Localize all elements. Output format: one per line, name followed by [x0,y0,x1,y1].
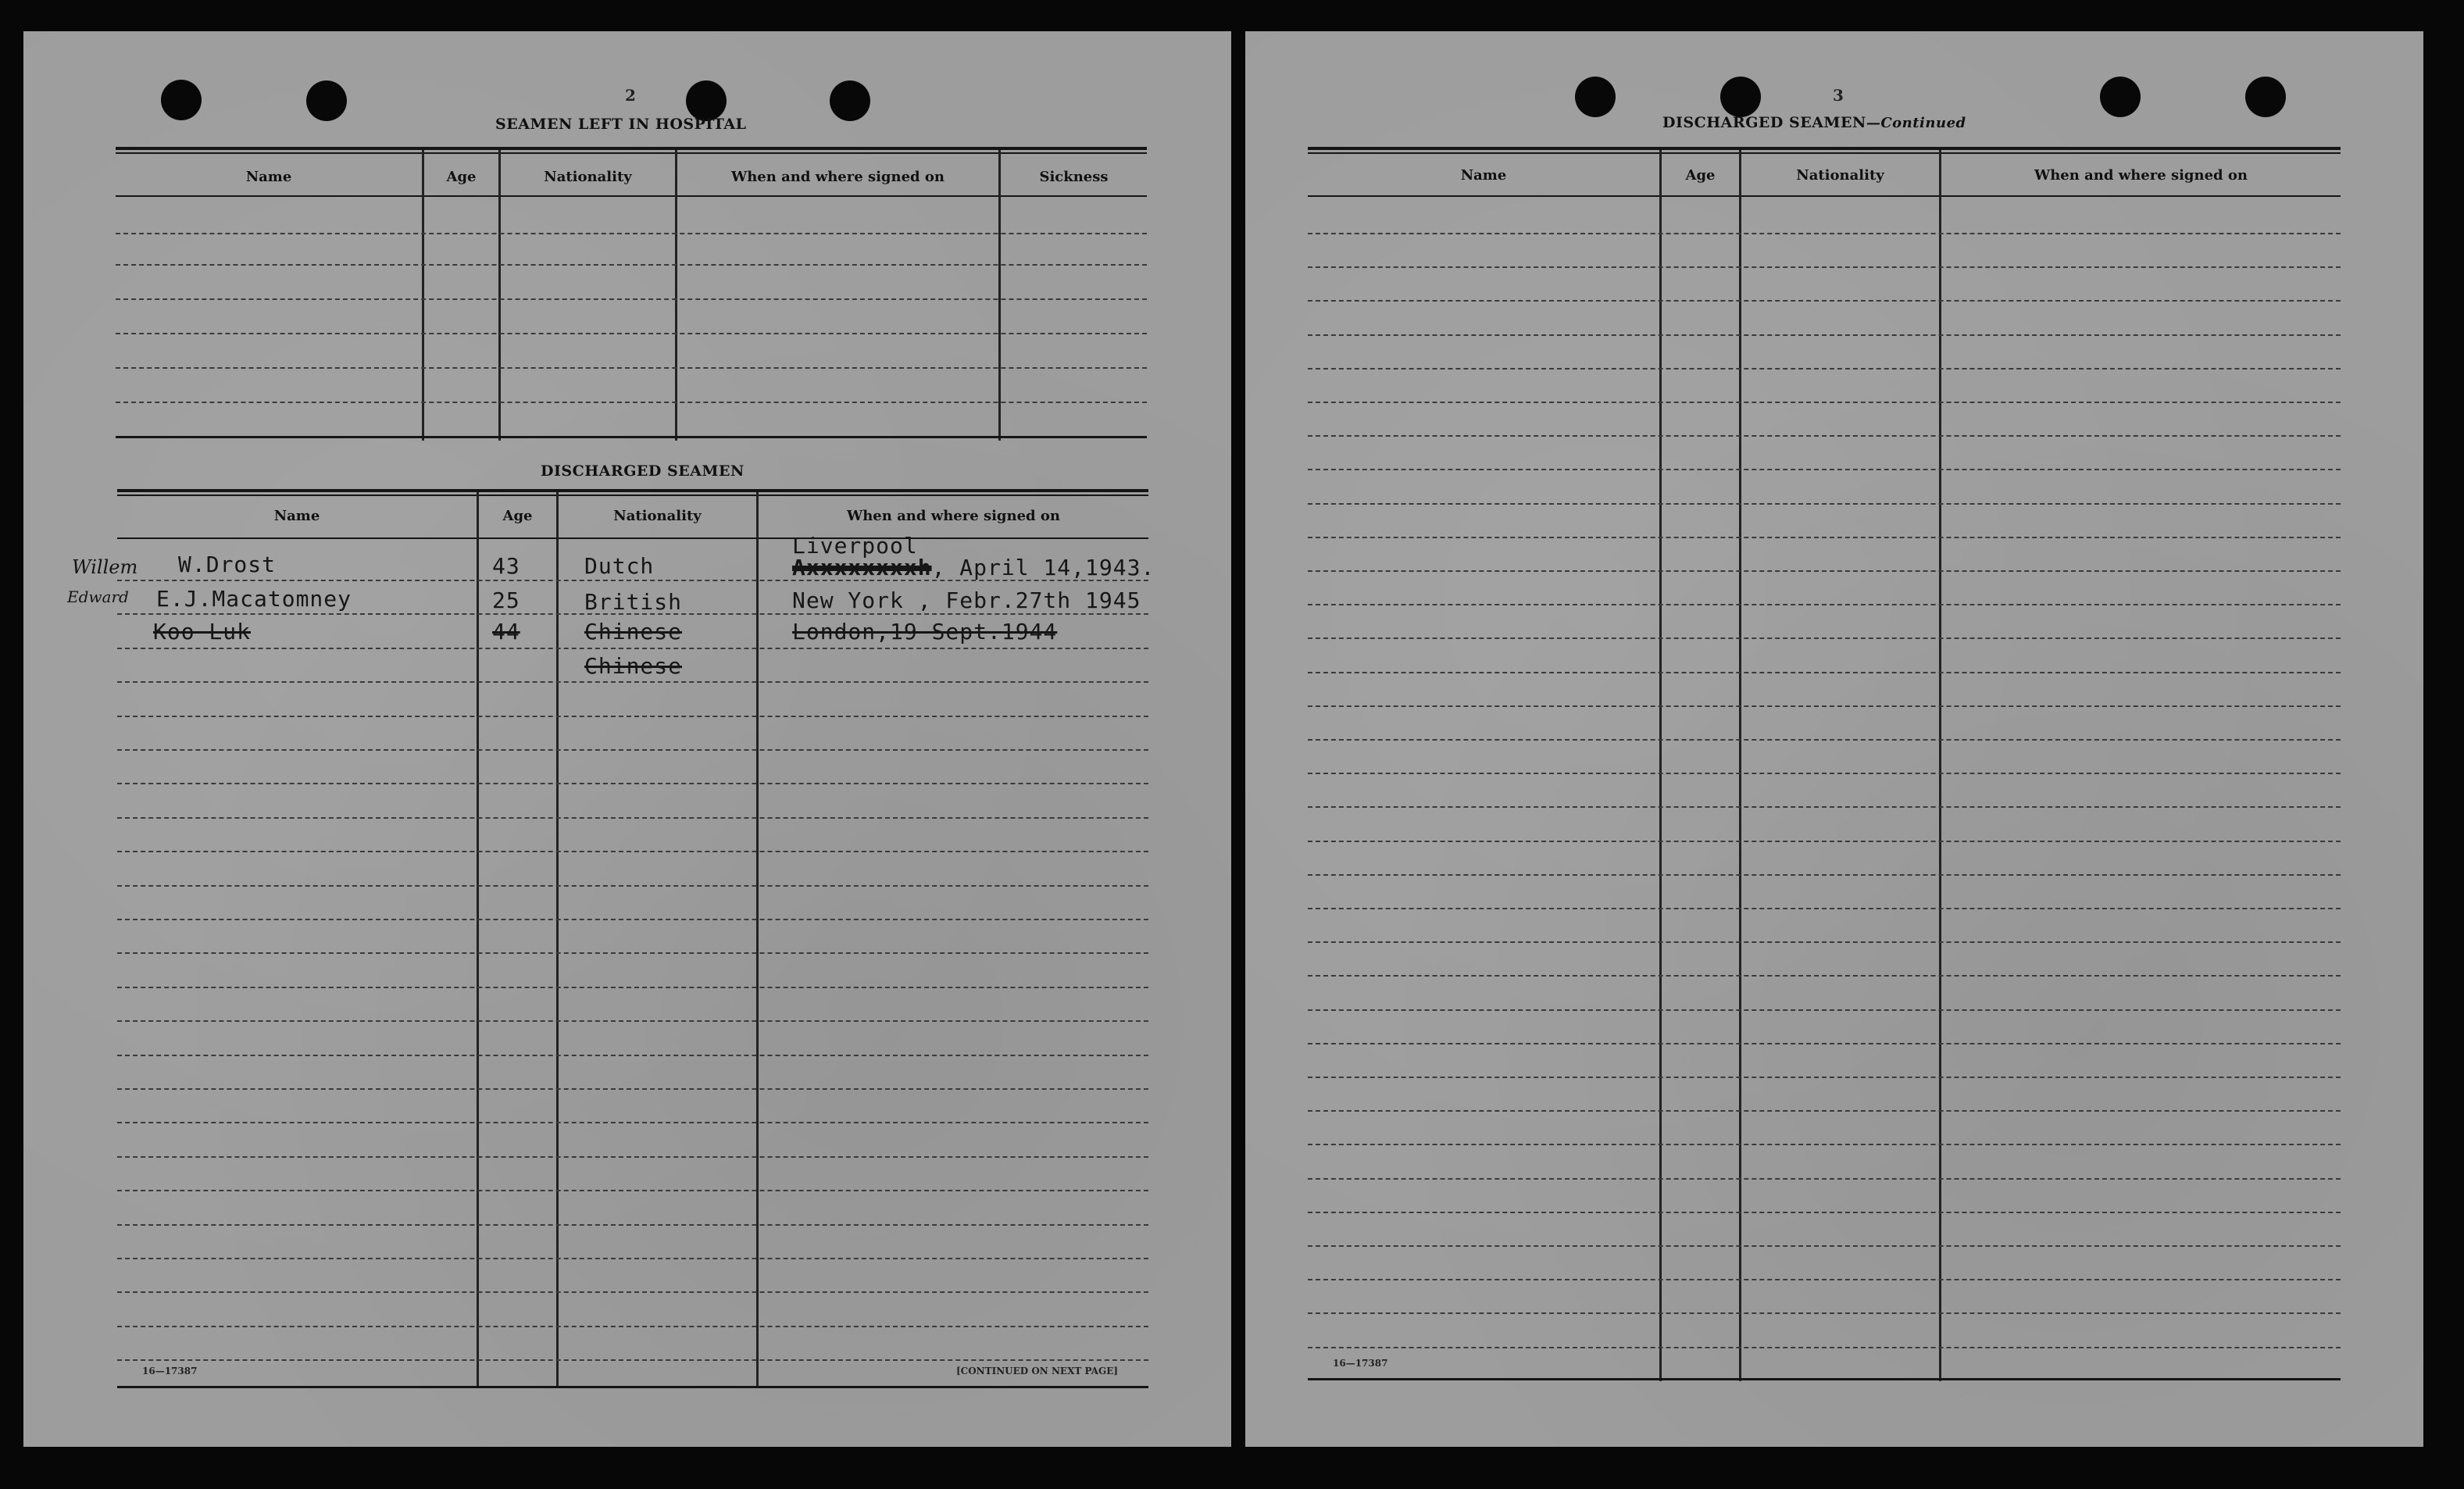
continued-col-age: Age [1685,167,1716,184]
seaman-nationality: Chinese [584,653,683,679]
continued-col-name: Name [1460,167,1507,184]
discharged-col-age: Age [502,508,533,524]
entry-line [1308,941,2341,943]
continued-note: [CONTINUED ON NEXT PAGE] [956,1366,1119,1377]
entry-line [1308,806,2341,808]
entry-line [117,851,1148,852]
seaman-age: 25 [492,587,520,613]
table-top-rule [117,489,1148,492]
entry-line [117,1326,1148,1327]
signed-on-date-text: , April 14,1943. [931,555,1155,580]
entry-line [117,1020,1148,1022]
punch-hole [830,80,870,121]
entry-line [117,1088,1148,1090]
discharged-continued-title [1662,114,1966,131]
header-rule [117,537,1148,539]
hospital-col-signed-on: When and where signed on [731,169,945,185]
entry-line [116,233,1147,234]
column-divider [556,492,559,1387]
column-divider [675,150,677,441]
handwritten-first-name: Edward [67,587,129,606]
punch-hole [2100,77,2141,117]
entry-line [1308,1245,2341,1247]
entry-line [1308,300,2341,302]
entry-line [1308,604,2341,605]
table-bottom-rule [1308,1378,2341,1380]
entry-line [1308,402,2341,403]
discharged-section-title: DISCHARGED SEAMEN [541,462,745,480]
seaman-name: W.Drost [178,552,277,577]
page-number: 2 [625,86,636,105]
entry-line [1308,503,2341,505]
entry-line [1308,773,2341,774]
hospital-col-nationality: Nationality [544,169,632,185]
entry-line [117,1055,1148,1056]
entry-line [1308,672,2341,673]
entry-line [116,367,1147,369]
entry-line [1308,368,2341,370]
hospital-col-sickness: Sickness [1039,169,1109,185]
punch-hole [2245,77,2286,117]
entry-line [116,264,1147,266]
discharged-col-nationality: Nationality [613,508,702,524]
entry-line [117,1359,1148,1361]
seaman-age: 43 [492,553,520,579]
entry-line [1308,266,2341,268]
entry-line [117,749,1148,751]
entry-line [1308,1279,2341,1280]
header-rule [116,195,1147,197]
entry-line [116,402,1147,403]
hospital-section-title: SEAMEN LEFT IN HOSPITAL [495,116,747,133]
seaman-name: Koo Luk [153,619,252,645]
punch-hole [306,80,347,121]
entry-line [1308,1312,2341,1314]
entry-line [1308,841,2341,842]
entry-line [117,1291,1148,1293]
table-bottom-rule [116,436,1147,438]
table-bottom-rule [117,1386,1148,1388]
discharged-col-name: Name [273,508,320,524]
entry-line [117,648,1148,649]
entry-line [1308,334,2341,336]
title-suffix: —Continued [1866,115,1966,131]
column-divider [498,150,501,441]
header-rule [1308,195,2341,197]
column-divider [477,492,479,1387]
entry-line [117,817,1148,819]
page-number: 3 [1833,86,1844,105]
entry-line [117,1258,1148,1259]
entry-line [117,919,1148,920]
right-page [1245,31,2423,1447]
title-text: DISCHARGED SEAMEN [1662,114,1866,131]
seaman-nationality: Dutch [584,553,655,579]
entry-line [1308,705,2341,707]
struck-word: Axxxxxxxxh [792,555,932,580]
entry-line [117,1190,1148,1191]
entry-line [117,1122,1148,1123]
entry-line [116,333,1147,334]
entry-line [1308,570,2341,572]
entry-line [117,783,1148,784]
column-divider [756,492,759,1387]
table-top-rule [117,495,1148,496]
entry-line [117,987,1148,988]
signed-on-date [792,555,1155,580]
entry-line [116,298,1147,300]
entry-line [1308,1077,2341,1078]
column-divider [422,150,424,441]
punch-hole [1575,77,1616,117]
entry-line [1308,1043,2341,1044]
table-top-rule [116,152,1147,154]
form-number: 16—17387 [1333,1358,1388,1369]
entry-line [117,885,1148,887]
entry-line [1308,739,2341,741]
table-top-rule [1308,147,2341,150]
punch-hole [161,80,202,120]
entry-line [1308,537,2341,538]
form-number: 16—17387 [142,1366,198,1377]
entry-line [117,716,1148,717]
entry-line [1308,874,2341,876]
punch-hole [1720,77,1761,117]
left-page [23,31,1231,1447]
signed-place: Liverpool [792,533,918,559]
entry-line [1308,908,2341,909]
discharged-col-signed-on: When and where signed on [847,508,1060,524]
seaman-name: E.J.Macatomney [156,586,352,612]
signed-on-date: New York , Febr.27th 1945 [792,587,1141,613]
entry-line [117,1224,1148,1226]
seaman-nationality: Chinese [584,619,683,645]
continued-col-nationality: Nationality [1796,167,1884,184]
entry-line [1308,1178,2341,1180]
entry-line [117,681,1148,683]
entry-line [117,1156,1148,1158]
table-top-rule [116,147,1147,150]
entry-line [1308,435,2341,437]
entry-line [1308,1347,2341,1348]
entry-line [1308,469,2341,470]
entry-line [1308,1144,2341,1145]
table-top-rule [1308,152,2341,154]
column-divider [998,150,1001,441]
seaman-nationality: British [584,589,683,615]
entry-line [1308,637,2341,639]
handwritten-first-name: Willem [72,556,138,578]
signed-on-date: London,19 Sept.1944 [792,619,1058,645]
seaman-age: 44 [492,619,520,645]
entry-line [1308,1009,2341,1011]
entry-line [117,952,1148,954]
entry-line [1308,1110,2341,1112]
hospital-col-name: Name [245,169,292,185]
entry-line [1308,233,2341,234]
entry-line [1308,1212,2341,1213]
entry-line [1308,975,2341,977]
continued-col-signed-on: When and where signed on [2034,167,2248,184]
hospital-col-age: Age [446,169,477,185]
